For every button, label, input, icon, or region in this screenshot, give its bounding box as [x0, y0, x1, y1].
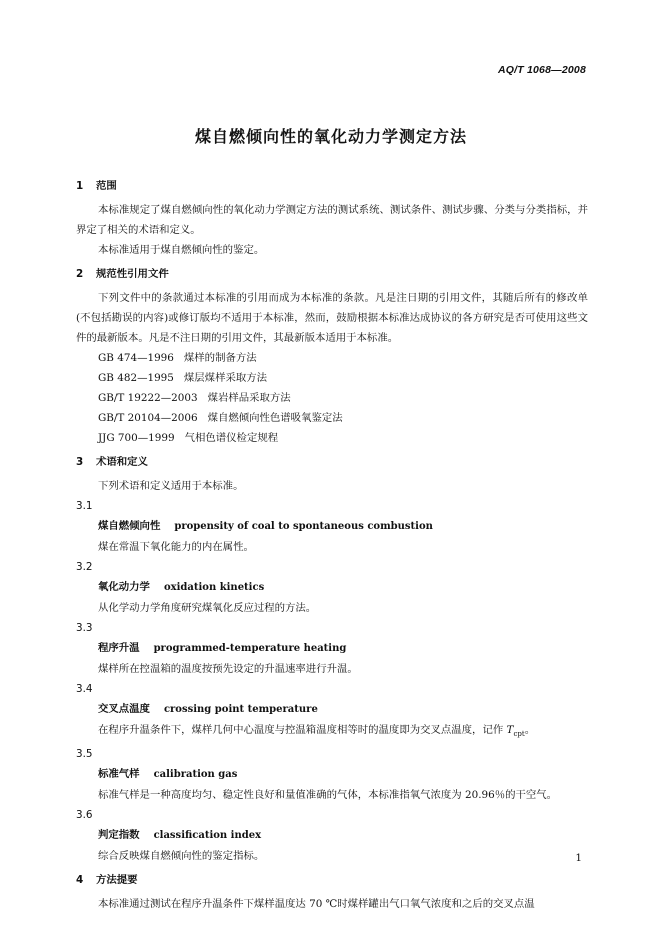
term-definition: 煤在常温下氧化能力的内在属性。	[98, 541, 254, 553]
term-chinese: 氧化动力学	[98, 581, 150, 593]
term-chinese: 煤自燃倾向性	[98, 520, 161, 532]
term-entry	[76, 516, 588, 537]
references-paragraph: 下列文件中的条款通过本标准的引用而成为本标准的条款。凡是注日期的引用文件，其随后所有的修改单(不包括勘误的内容)或修订版均不适用于本标准，然而，鼓励根据本标准达成协议的各方研究是否可使用这些文件的最新版本。凡是不注日期的引用文件，其最新版本适用于本标准。	[76, 292, 588, 344]
reference-code: JJG 700—1999	[98, 432, 175, 444]
section-title: 术语和定义	[96, 456, 148, 468]
reference-name: 煤层煤样采取方法	[183, 372, 268, 384]
section-title: 方法提要	[96, 874, 138, 887]
term-number: 3.3	[76, 622, 93, 634]
term-definition: 从化学动力学角度研究煤氧化反应过程的方法。	[98, 602, 317, 614]
reference-code: GB/T 19222—2003	[98, 392, 198, 404]
document-body	[76, 176, 588, 914]
reference-item	[76, 428, 588, 448]
term-entry	[76, 825, 588, 846]
symbol-subscript: cpt	[513, 730, 525, 739]
reference-item	[76, 368, 588, 388]
scope-applicability: 本标准适用于煤自燃倾向性的鉴定。	[98, 244, 265, 256]
term-chinese: 标准气样	[98, 768, 140, 781]
term-number: 3.4	[76, 683, 93, 695]
term-english: calibration gas	[153, 769, 238, 781]
term-english: programmed-temperature heating	[153, 643, 347, 654]
term-number: 3.6	[76, 809, 93, 822]
definition-text: 在程序升温条件下，煤样几何中心温度与控温箱温度相等时的温度即为交叉点温度，记作	[98, 724, 504, 736]
section-heading-1	[76, 176, 588, 196]
section-number: 1	[76, 180, 84, 192]
term-definition: 综合反映煤自燃倾向性的鉴定指标。	[98, 850, 265, 863]
section-heading-2	[76, 264, 588, 284]
term-definition: 标准气样是一种高度均匀、稳定性良好和量值准确的气体，本标准指氧气浓度为 20.96％的干空气。	[98, 789, 558, 802]
term-entry	[76, 764, 588, 785]
term-entry	[76, 638, 588, 659]
section-number: 3	[76, 456, 84, 468]
term-english: classification index	[153, 830, 262, 842]
method-summary-paragraph: 本标准通过测试在程序升温条件下煤样温度达 70 ℃时煤样罐出气口氧气浓度和之后的交叉点温	[98, 898, 535, 911]
term-chinese: 判定指数	[98, 829, 140, 842]
reference-item	[76, 408, 588, 428]
term-chinese: 程序升温	[98, 642, 140, 654]
term-entry	[76, 577, 588, 598]
document-title: 煤自燃倾向性的氧化动力学测定方法	[194, 127, 467, 146]
reference-code: GB/T 20104—2006	[98, 412, 198, 424]
reference-name: 煤样的制备方法	[183, 352, 257, 364]
reference-item	[76, 348, 588, 368]
term-english: crossing point temperature	[163, 704, 318, 715]
definition-end: 。	[524, 724, 536, 736]
reference-name: 气相色谱仪检定规程	[184, 432, 279, 444]
term-english: oxidation kinetics	[163, 582, 265, 593]
page-number: 1	[575, 852, 582, 864]
term-number: 3.5	[76, 748, 93, 761]
section-title: 范围	[96, 180, 117, 192]
term-definition: 煤样所在控温箱的温度按预先设定的升温速率进行升温。	[98, 663, 358, 675]
section-number: 2	[76, 268, 84, 280]
section-heading-3	[76, 452, 588, 472]
term-definition	[76, 720, 588, 744]
standard-code: AQ/T 1068—2008	[497, 64, 586, 76]
term-chinese: 交叉点温度	[98, 703, 150, 715]
terms-intro: 下列术语和定义适用于本标准。	[98, 480, 244, 492]
section-title: 规范性引用文件	[96, 268, 169, 280]
reference-code: GB 482—1995	[98, 372, 174, 384]
term-number: 3.2	[76, 561, 93, 573]
reference-name: 煤岩样品采取方法	[207, 392, 291, 404]
reference-code: GB 474—1996	[98, 352, 174, 364]
term-english: propensity of coal to spontaneous combustion	[174, 521, 433, 532]
term-number: 3.1	[76, 500, 93, 512]
section-heading-4	[76, 870, 588, 890]
term-entry	[76, 699, 588, 720]
reference-item	[76, 388, 588, 408]
reference-name: 煤自燃倾向性色谱吸氧鉴定法	[207, 412, 343, 424]
section-number: 4	[76, 874, 84, 887]
symbol: T	[506, 724, 514, 736]
scope-paragraph: 本标准规定了煤自燃倾向性的氧化动力学测定方法的测试系统、测试条件、测试步骤、分类与分类指标，并界定了相关的术语和定义。	[76, 204, 588, 236]
